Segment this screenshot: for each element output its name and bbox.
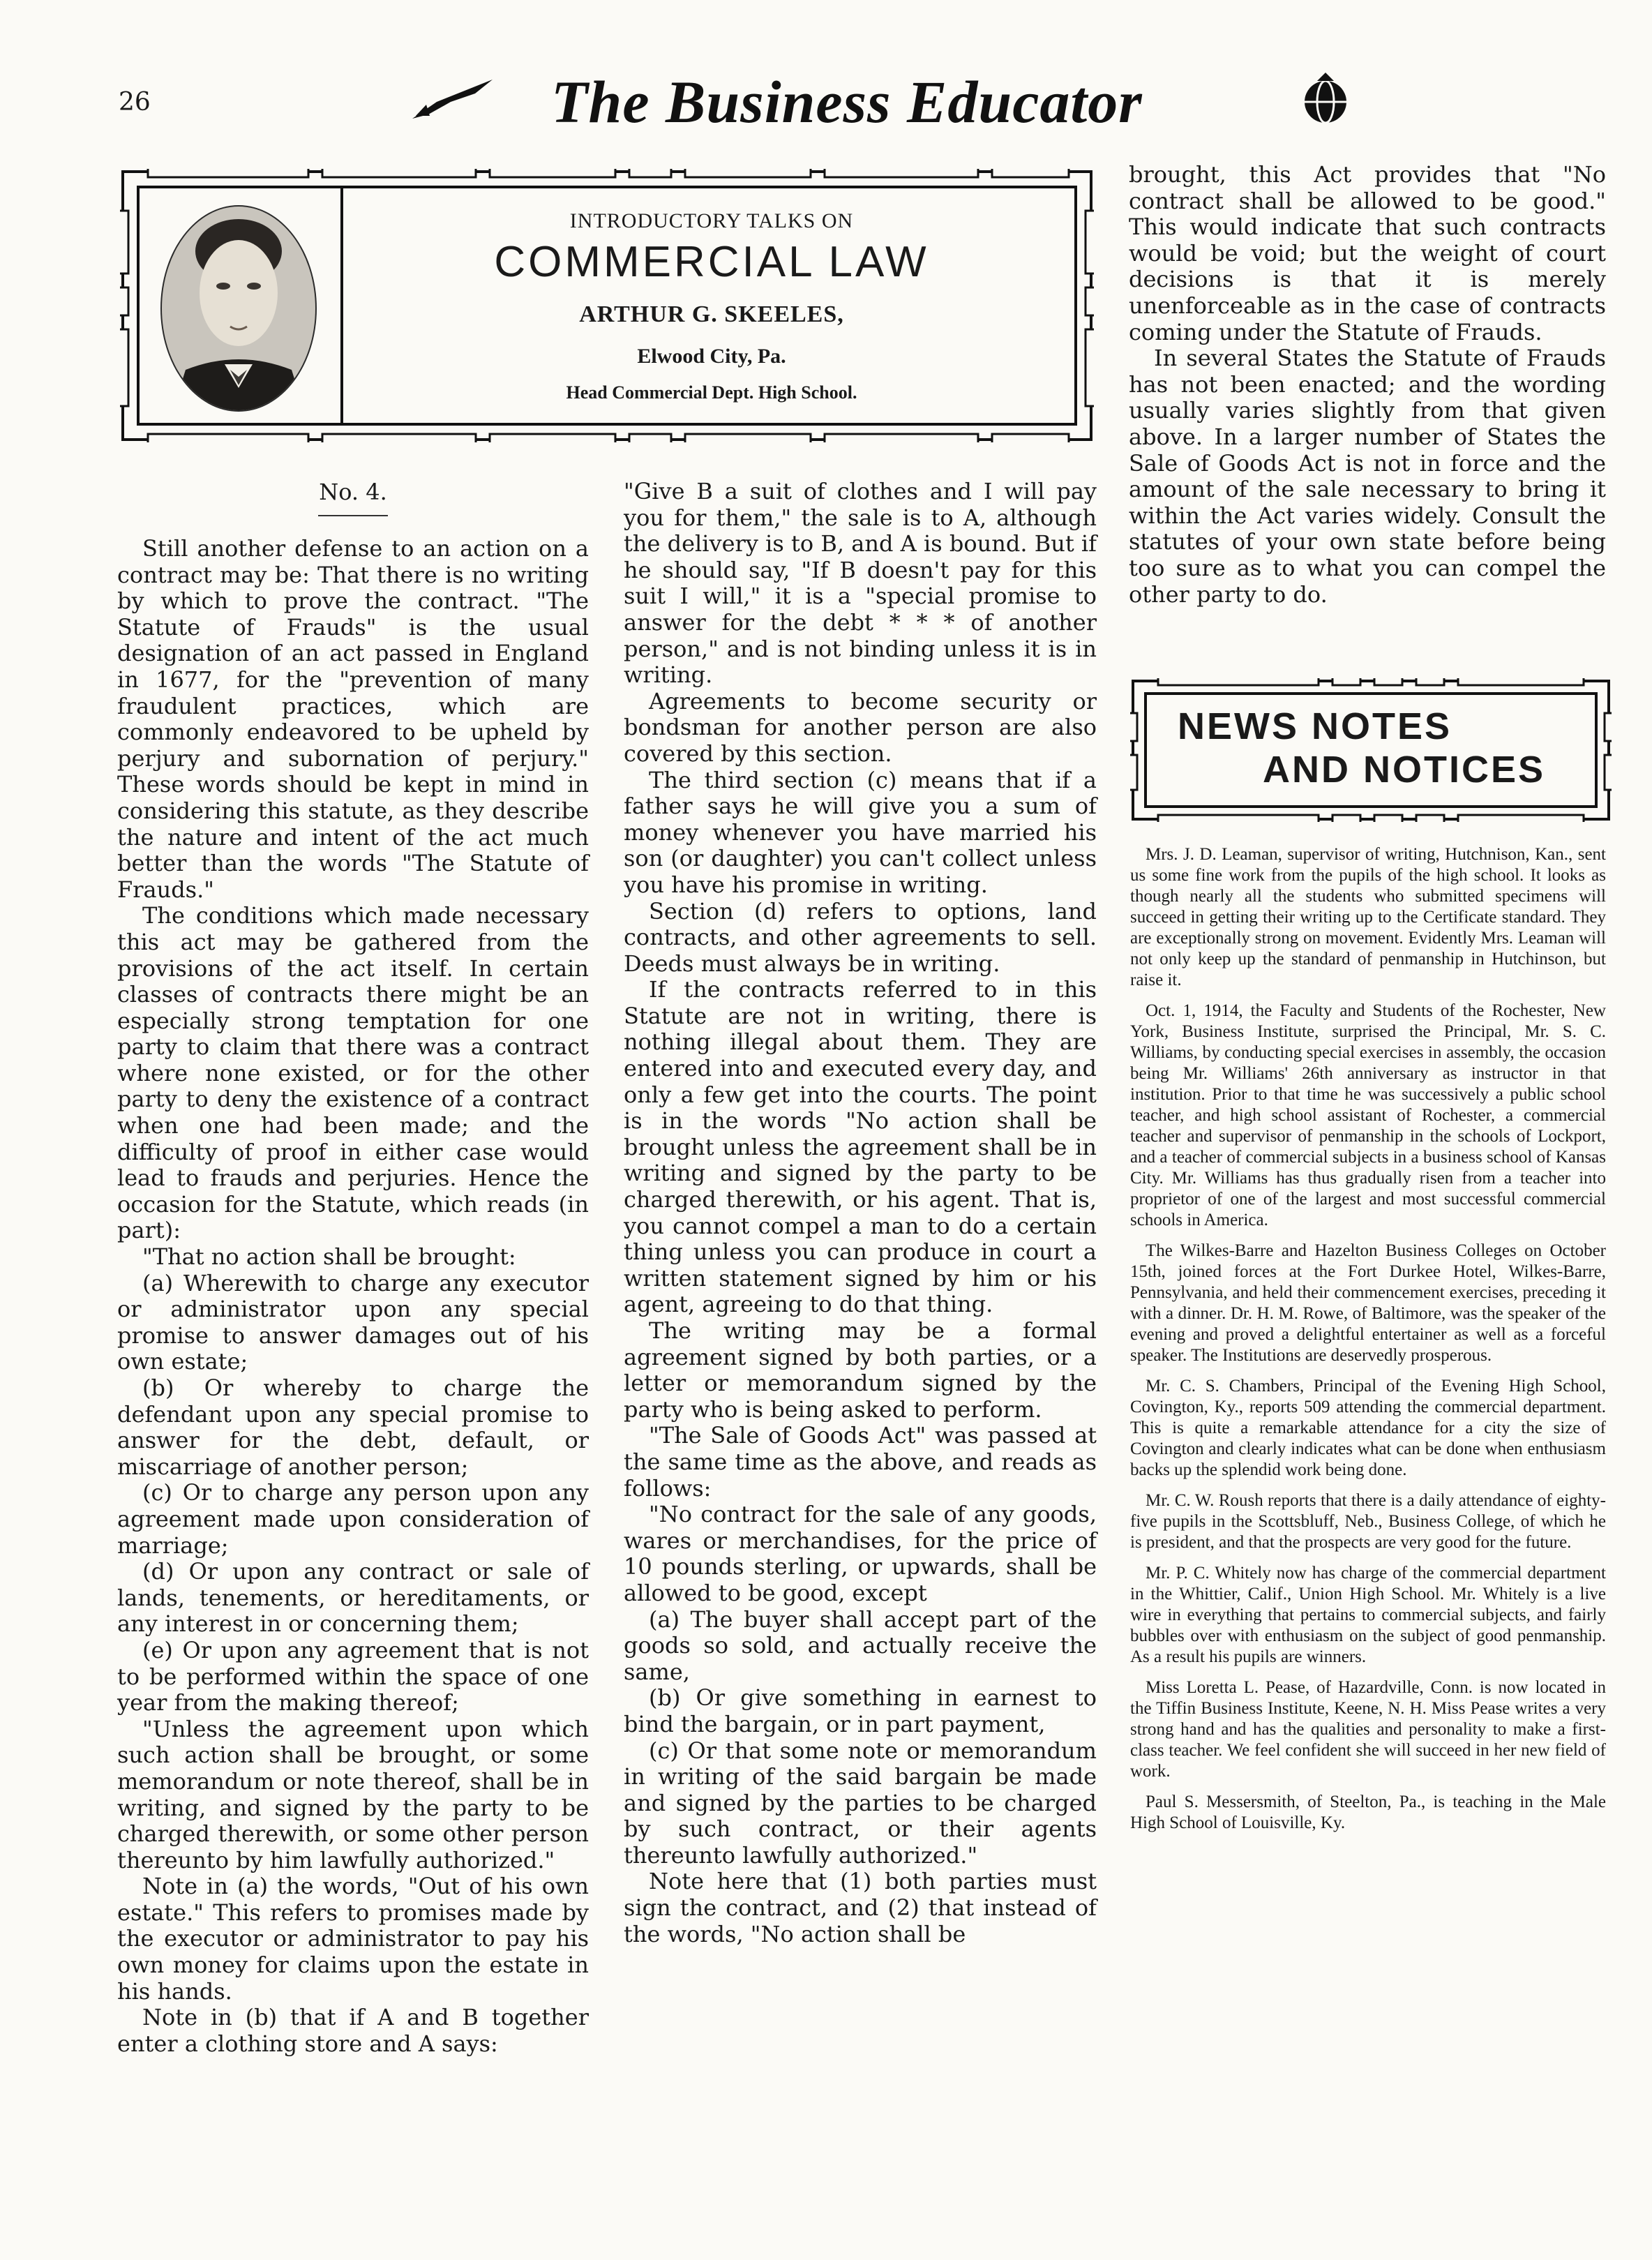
paragraph: "No contract for the sale of any goods, wares or merchandises, for the price of 10 pounds sterling, or upwards, shall be allowed to be good, except (624, 1501, 1097, 1606)
globe-icon (1296, 70, 1355, 128)
news-title-line-2: AND NOTICES (1263, 749, 1546, 791)
paragraph: If the contracts referred to in this Statute are not in writing, there is nothing illegal about them. They are entered into and executed every day, and only a few get into the courts. The point is in the words "No action shall be brought unless the agreement shall be in writing and signed by the party to be charged therewith, or his agent. That is, you cannot compel a man to do a certain thing unless you can produce in court a written statement signed by him or his agent, agreeing to do that thing. (624, 976, 1097, 1318)
news-item: Miss Loretta L. Pease, of Hazardville, Conn. is now located in the Tiffin Business Institute, Keene, N. H. Miss Pease writes a very strong hand and has the qualities and personality to make a first-class teacher. We feel confident she will succeed in her new field of work. (1130, 1678, 1606, 1781)
header-location: Elwood City, Pa. (637, 345, 786, 368)
news-item: Mr. P. C. Whitely now has charge of the commercial department in the Whittier, Calif., Union High School. Mr. Whitely is a live wire in everything that pertains to commercial subjects, and fairly bubbles over with enthusiasm on the subject of good penmanship. As a result his pupils are winners. (1130, 1564, 1606, 1666)
masthead (405, 67, 1228, 135)
article-number: No. 4. (319, 479, 387, 505)
portrait-photo (158, 202, 320, 414)
paragraph: (b) Or whereby to charge the defendant upon any special promise to answer for the debt, default, or miscarriage of another person; (117, 1375, 589, 1480)
paragraph: Note in (a) the words, "Out of his own estate." This refers to promises made by the executor or administrator to pay his own money for claims upon the estate in his hands. (117, 1873, 589, 2005)
article-header (349, 209, 1074, 419)
paragraph: The writing may be a formal agreement signed by both parties, or a letter or memorandum signed by the party who is being asked to perform. (624, 1317, 1097, 1423)
paragraph: The conditions which made necessary this act may be gathered from the provisions of the act itself. In certain classes of contracts there might be an especially strong temptation for one party to claim that there was a contract where none existed, or for the other party to deny the existence of a contract when one had been made; and the difficulty of proof in either case would lead to frauds and perjuries. Hence the occasion for the Statute, which reads (in part): (117, 902, 589, 1244)
news-list (1130, 844, 1606, 1843)
divider (318, 515, 388, 516)
paragraph: Agreements to become security or bondsman for another person are also covered by this section. (624, 687, 1097, 767)
publication-title: The Business Educator (551, 68, 1143, 135)
news-item: Mrs. J. D. Leaman, supervisor of writing, Hutchnison, Kan., sent us some fine work from the pupils of the high school. It looks as though nearly all the students who submitted specimens will succeed in getting their writing up to the Certificate standard. They are exceptionally strong on movement. Evidently Mrs. Leaman will not only keep up the standard of penmanship in Hutchinson, but raise it. (1130, 845, 1606, 989)
news-item: The Wilkes-Barre and Hazelton Business Colleges on October 15th, joined forces at the Fort Durkee Hotel, Wilkes-Barre, Pennsylvania, and held their commencement exercises, preceding it with a dinner. Dr. H. M. Rowe, of Baltimore, was the speaker of the evening and proved a delightful entertainer as well as a forceful speaker. The Institutions are deservedly prosperous. (1130, 1241, 1606, 1365)
paragraph: Section (d) refers to options, land contracts, and other agreements to sell. Deeds must always be in writing. (624, 897, 1097, 977)
paragraph: In several States the Statute of Frauds has not been enacted; and the wording usually varies slightly from that given above. In a larger number of States the Sale of Goods Act is not in force and the amount of the sale necessary to bring it within the Act varies widely. Consult the statutes of your own state before being too sure as to what you can compel the other party to do. (1129, 345, 1606, 608)
news-item: Mr. C. W. Roush reports that there is a daily attendance of eighty-five pupils in the Scottsbluff, Neb., Business College, of which he is president, and that the prospects are very good for the future. (1130, 1491, 1606, 1552)
news-item: Mr. C. S. Chambers, Principal of the Evening High School, Covington, Ky., reports 509 attending the commercial department. This is quite a remarkable attendance for a city the size of Covington and clearly indicates what can be done when enthusiasm backs up the splendid work being done. (1130, 1377, 1606, 1479)
paragraph: Still another defense to an action on a contract may be: That there is no writing by which to prove the contract. "The Statute of Frauds" is the usual designation of an act passed in England in 1677, for the "prevention of many fraudulent practices, which are commonly endeavored to be upheld by perjury and subornation of perjury." These words should be kept in mind in considering this statute, as they describe the nature and intent of the act much better than the words "The Statute of Frauds." (117, 535, 589, 903)
page-number: 26 (119, 88, 151, 117)
paragraph: (d) Or upon any contract or sale of lands, tenements, or hereditaments, or any interest in or concerning them; (117, 1558, 589, 1638)
header-author: ARTHUR G. SKEELES, (579, 301, 844, 327)
header-intro: INTRODUCTORY TALKS ON (569, 209, 854, 232)
news-title-line-1: NEWS NOTES (1178, 705, 1452, 747)
paragraph: Note in (b) that if A and B together enter a clothing store and A says: (117, 2004, 589, 2057)
paragraph: brought, this Act provides that "No contract shall be allowed to be good." This would indicate that such contracts would be void; but the weight of court decisions is that it is merely unenforceable as in the case of contracts coming under the Statute of Frauds. (1129, 161, 1606, 345)
paragraph: (a) Wherewith to charge any executor or administrator upon any special promise to answer damages out of his own estate; (117, 1269, 589, 1375)
news-item: Oct. 1, 1914, the Faculty and Students of the Rochester, New York, Business Institute, surprised the Principal, Mr. S. C. Williams, by conducting special exercises in assembly, the occasion being Mr. Williams' 26th anniversary as instructor in that institution. Prior to that time he was successively a public school teacher, and high school assistant of Rochester, a commercial teacher and supervisor of penmanship in the schools of Lockport, and a teacher of commercial subjects in a business school of Kansas City. Mr. Williams has thus gradually risen from a teacher into proprietor of one of the largest and most successful commercial schools in America. (1130, 1001, 1606, 1229)
article-column-2 (624, 479, 1097, 1947)
paragraph: (b) Or give something in earnest to bind the bargain, or in part payment, (624, 1684, 1097, 1737)
news-item: Paul S. Messersmith, of Steelton, Pa., is teaching in the Male High School of Louisville, Ky. (1130, 1793, 1606, 1832)
article-column-3 (1129, 162, 1606, 608)
header-title: COMMERCIAL LAW (494, 238, 929, 286)
paragraph: "Give B a suit of clothes and I will pay you for them," the sale is to A, although the delivery is to B, and A is bound. But if he should say, "If B doesn't pay for this suit I will," it is a "special promise to answer for the debt * * * of another person," and is not binding unless it is in writing. (624, 478, 1097, 689)
article-column-1 (117, 536, 589, 2057)
paragraph: (a) The buyer shall accept part of the goods so sold, and actually receive the same, (624, 1606, 1097, 1685)
paragraph: The third section (c) means that if a father says he will give you a sum of money whenever you have married his son (or daughter) you can't collect unless you have his promise in writing. (624, 766, 1097, 898)
paragraph: "The Sale of Goods Act" was passed at the same time as the above, and reads as follows: (624, 1422, 1097, 1502)
paragraph: (c) Or to charge any person upon any agreement made upon consideration of marriage; (117, 1479, 589, 1559)
paragraph: Note here that (1) both parties must sign the contract, and (2) that instead of the words, "No action shall be (624, 1868, 1097, 1947)
paragraph: (e) Or upon any agreement that is not to be performed within the space of one year from the making thereof; (117, 1636, 589, 1716)
paragraph: (c) Or that some note or memorandum in writing of the said bargain be made and signed by the parties to be charged by such contract, or their agents thereunto lawfully authorized." (624, 1737, 1097, 1869)
paragraph: "That no action shall be brought: (142, 1243, 516, 1271)
header-position: Head Commercial Dept. High School. (566, 382, 857, 403)
paragraph: "Unless the agreement upon which such action shall be brought, or some memorandum or note thereof, shall be in writing, and signed by the party to be charged therewith, or some other person thereunto by him lawfully authorized." (117, 1715, 589, 1873)
